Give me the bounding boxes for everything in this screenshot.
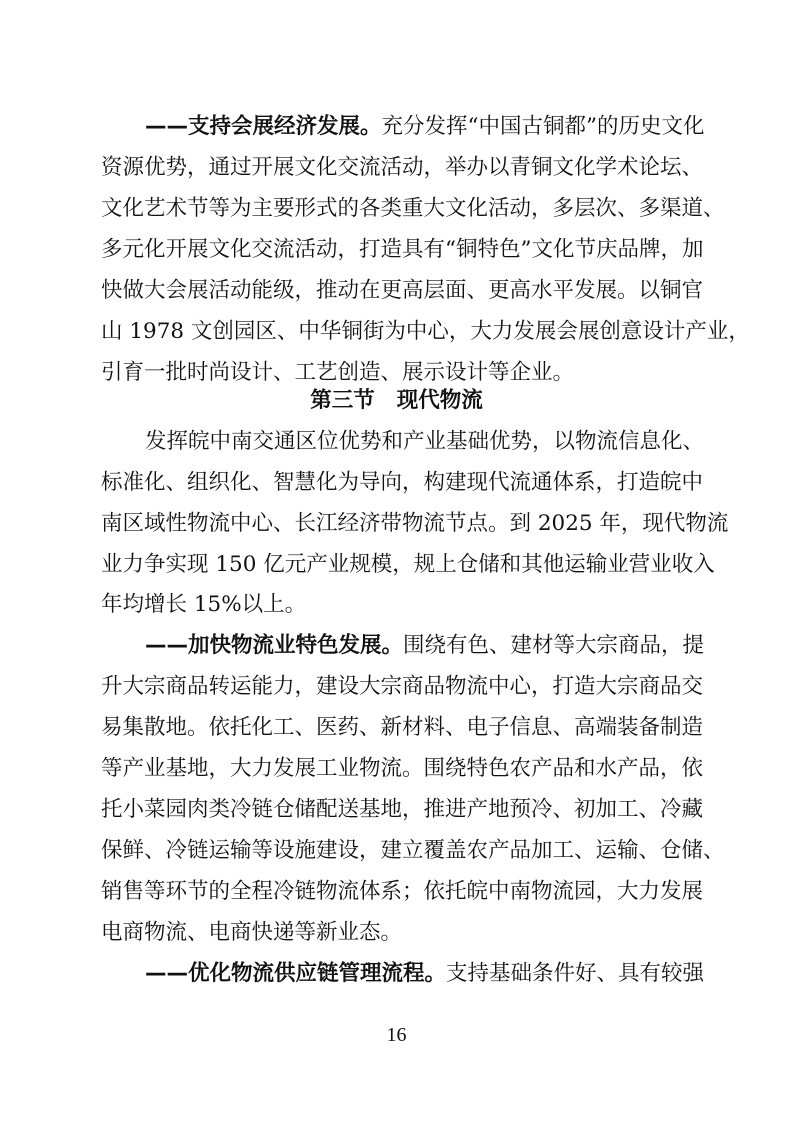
paragraph-line (145, 960, 705, 988)
paragraph-line: 销售等环节的全程冷链物流体系；依托皖中南物流园，大力发展 (101, 879, 704, 904)
page-number: 16 (386, 1024, 407, 1046)
paragraph-line: 标准化、组织化、智慧化为导向，构建现代流通体系，打造皖中 (101, 470, 704, 495)
text: 围绕有色、建材等大宗商品，提 (403, 633, 705, 658)
paragraph-line: 年均增长 15%以上。 (101, 592, 307, 617)
text: 充分发挥“中国古铜都”的历史文化 (381, 114, 705, 139)
section-number: 第三节 (310, 388, 375, 413)
paragraph-line: 保鲜、冷链运输等设施建设，建立覆盖农产品加工、运输、仓储、 (101, 838, 725, 863)
paragraph-line: 易集散地。依托化工、医药、新材料、电子信息、高端装备制造 (101, 715, 704, 740)
paragraph-line: 资源优势，通过开展文化交流活动，举办以青铜文化学术论坛、 (101, 155, 704, 180)
bold-lead: ——优化物流供应链管理流程。 (145, 961, 447, 986)
paragraph-line: 电商物流、电商快递等新业态。 (101, 920, 403, 945)
paragraph-line: 业力争实现 150 亿元产业规模，规上仓储和其他运输业营业收入 (101, 552, 715, 577)
text: 支持基础条件好、具有较强 (446, 961, 705, 986)
paragraph-line: 托小菜园肉类冷链仓储配送基地，推进产地预冷、初加工、冷藏 (101, 797, 704, 822)
paragraph-line: 升大宗商品转运能力，建设大宗商品物流中心，打造大宗商品交 (101, 674, 704, 699)
paragraph-line: 山 1978 文创园区、中华铜街为中心，大力发展会展创意设计产业， (101, 319, 750, 344)
section-heading (0, 387, 793, 415)
paragraph-line: 引育一批时尚设计、工艺创造、展示设计等企业。 (101, 360, 575, 385)
paragraph-line: 发挥皖中南交通区位优势和产业基础优势，以物流信息化、 (145, 429, 705, 454)
paragraph-line: 文化艺术节等为主要形式的各类重大文化活动，多层次、多渠道、 (101, 196, 725, 221)
paragraph-line: 等产业基地，大力发展工业物流。围绕特色农产品和水产品，依 (101, 756, 704, 781)
section-title: 现代物流 (396, 388, 483, 413)
paragraph-line: 南区域性物流中心、长江经济带物流节点。到 2025 年，现代物流 (101, 511, 729, 536)
bold-lead: ——支持会展经济发展。 (145, 114, 382, 139)
paragraph-line (145, 632, 705, 660)
paragraph-line (145, 113, 705, 141)
paragraph-line: 快做大会展活动能级，推动在更高层面、更高水平发展。以铜官 (101, 278, 704, 303)
bold-lead: ——加快物流业特色发展。 (145, 633, 404, 658)
paragraph-line: 多元化开展文化交流活动，打造具有“铜特色”文化节庆品牌，加 (101, 237, 704, 262)
